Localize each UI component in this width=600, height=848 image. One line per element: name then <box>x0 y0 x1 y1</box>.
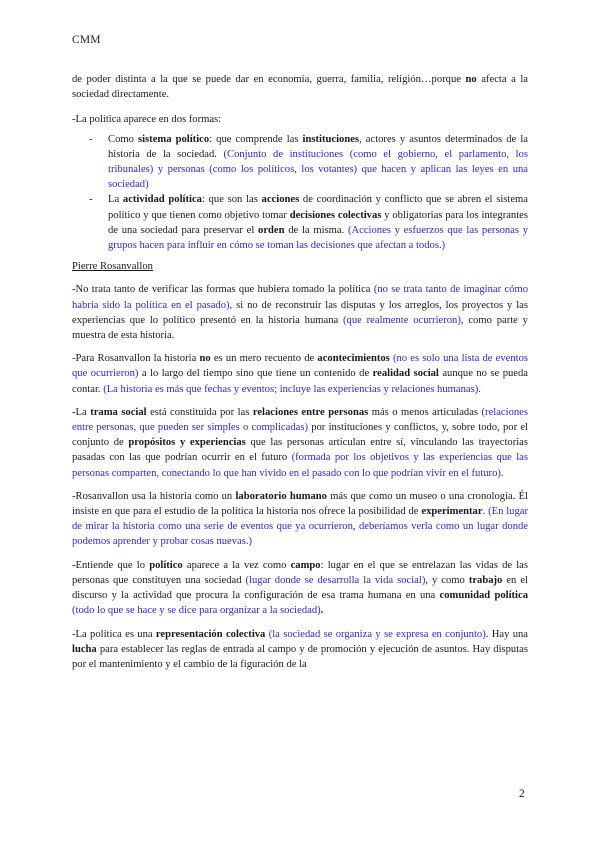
text: más que como un museo o una cronología. Él insiste en que para el estudio de la política la historia nos ofrece la posibilidad de <box>72 490 529 518</box>
text: , y como <box>425 574 469 586</box>
text: La <box>108 194 123 206</box>
text: -No trata tanto de verificar las formas que hubiera tomado la política <box>72 284 374 296</box>
text: . <box>482 506 489 518</box>
bold-text: acciones <box>261 194 300 206</box>
note-text: (La historia es más que fechas y eventos; incluye las experiencias y relaciones humanas). <box>103 383 481 395</box>
bold-text: comunidad política <box>439 590 528 602</box>
note-text: (no se trata tanto de imaginar cómo habría sido la política en el pasado) <box>72 284 528 311</box>
bold-text: acontecimientos <box>317 353 390 365</box>
text: , como parte y muestra de esta historia. <box>72 314 528 342</box>
bold-text: experimentar <box>421 506 483 518</box>
note-text: (relaciones entre personas, que pueden ser simples o complicadas) <box>72 406 528 434</box>
bold-text: actividad política <box>122 194 202 206</box>
bold-text: político <box>149 559 183 571</box>
note-text: (todo lo que se hace y se dice para organizar a la sociedad) <box>72 605 321 617</box>
bold-text: instituciones <box>302 133 360 145</box>
paragraph-3 <box>72 405 528 481</box>
text: de poder distinta a la que se puede dar en economía, guerra, familia, religión…porque <box>72 74 466 85</box>
text: de coordinación y conflicto que se abren el sistema político y que tienen como objetivo tomar <box>108 194 528 221</box>
bold-text: sistema político <box>137 133 210 145</box>
text: -La política es una <box>72 628 156 640</box>
bold-text: trabajo <box>468 574 503 586</box>
note-text: (formada por los objetivos y las experiencias que las personas comparten, conectando lo que han vivido en el pasado con lo que podrían vivir en el futuro). <box>72 452 529 479</box>
list-dash: - <box>89 133 93 145</box>
bold-text: representación colectiva <box>155 628 266 640</box>
bold-text: lucha <box>72 643 97 655</box>
bold-text: no <box>465 74 477 85</box>
text: -Para Rosanvallon la historia <box>72 353 200 365</box>
text: : lugar en el que se entrelazan las vidas de las personas que constituyen una sociedad <box>72 559 529 586</box>
forms-list <box>72 132 528 254</box>
text: para establecer las reglas de entrada al campo y de promoción y ejecución de asuntos. Hay disputas por el mantenimiento y el cambio de la figuración de la <box>72 643 528 670</box>
bold-text: trama social <box>90 406 147 418</box>
text: Como <box>108 133 138 145</box>
text: : que son las <box>201 194 262 206</box>
text: : que comprende las <box>209 133 303 145</box>
text: -Rosanvallon usa la historia como un <box>72 490 236 502</box>
text: , si no de reconstruir las disputas y los arreglos, los proyectos y las experiencias que lo político presentó en la historia humana <box>72 299 528 326</box>
list-item <box>72 132 528 193</box>
paragraph-5 <box>72 558 528 619</box>
text: , actores y asuntos determinados de la historia de la sociedad. <box>108 133 528 160</box>
paragraph-4 <box>72 489 528 550</box>
text: -Entiende que lo <box>72 559 150 571</box>
bold-text: campo <box>290 559 321 571</box>
text: por instituciones y conflictos, y, sobre todo, por el conjunto de <box>72 422 528 449</box>
text: está constituida por las <box>146 406 253 418</box>
list-item <box>72 192 528 253</box>
text: . <box>320 605 324 617</box>
forms-intro: -La política aparece en dos formas: <box>72 114 222 126</box>
header-initials: CMM <box>72 34 101 46</box>
bold-text: orden <box>258 224 285 236</box>
text: aparece a la vez como <box>182 559 291 571</box>
note-text: (no es solo una lista de eventos que ocurrieron) <box>72 353 528 380</box>
bold-text: relaciones entre personas <box>252 406 369 418</box>
paragraph-1 <box>72 282 528 343</box>
document-body <box>72 72 528 680</box>
note-text: (Acciones y esfuerzos que las personas y grupos hacen para influir en cómo se toman las decisiones que afectan a todos.) <box>108 224 529 252</box>
text: a lo largo del tiempo sino que tiene un contenido de <box>138 368 373 380</box>
bold-text: laboratorio humano <box>235 490 327 502</box>
note-text: (que realmente ocurrieron) <box>343 314 461 326</box>
note-text: (la sociedad se organiza y se expresa en conjunto) <box>268 628 486 640</box>
note-text: (En lugar de mirar la historia como una serie de eventos que ya ocurrieron, deberíamos verla como un lugar donde podemos aprender y probar cosas nuevas.) <box>72 506 529 548</box>
text: . Hay una <box>485 628 529 640</box>
text: -La <box>72 406 91 418</box>
paragraph-6 <box>72 627 528 673</box>
bold-text: propósitos y experiencias <box>128 437 246 449</box>
text: en el discurso y la actividad que procura la configuración de esa trama humana en una <box>72 574 528 602</box>
section-title: Pierre Rosanvallon <box>72 261 153 273</box>
text: de la misma. <box>284 224 348 236</box>
text: afecta a la sociedad directamente. <box>72 74 528 101</box>
note-text: (lugar donde se desarrolla la vida social) <box>245 574 426 586</box>
intro-paragraph <box>72 72 528 102</box>
text: que las personas articulan entre sí, vinculando las trayectorias pasadas con las que podrían ocurrir en el futuro <box>72 437 528 464</box>
text: aunque no se pueda contar. <box>72 368 529 395</box>
note-text: (Conjunto de instituciones (como el gobierno, el parlamento, los tribunales) y personas (como los políticos, los votantes) que hacen y aplican las leyes en una sociedad) <box>108 148 529 191</box>
bold-text: realidad social <box>372 368 439 380</box>
bold-text: no <box>199 353 211 365</box>
text: y obligatorias para los integrantes de una sociedad para preservar el <box>108 209 528 236</box>
list-dash: - <box>89 194 93 206</box>
text: más o menos articuladas <box>368 406 482 418</box>
page-number: 2 <box>519 788 525 800</box>
paragraph-2 <box>72 351 528 397</box>
bold-text: decisiones colectivas <box>289 209 382 221</box>
text: es un mero recuento de <box>210 353 318 365</box>
